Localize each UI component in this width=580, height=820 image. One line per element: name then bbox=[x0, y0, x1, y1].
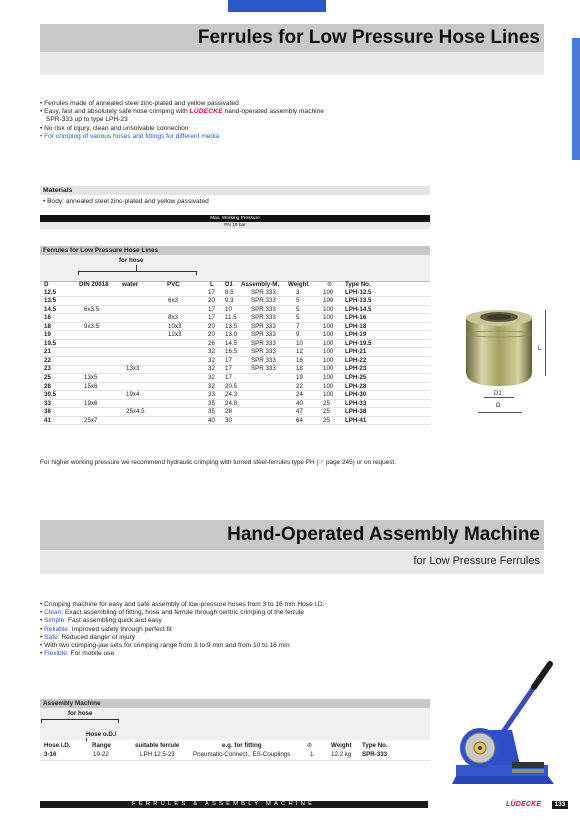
bullet-item: • Easy, fast and absolutely safe hose crimping with LÜDECKE hand-operated assembly machine bbox=[40, 108, 324, 116]
cell-l: 32 bbox=[208, 374, 215, 381]
for-hose-label: for hose bbox=[119, 257, 144, 264]
cell-pack: 100 bbox=[323, 348, 334, 356]
cell-type: LPH-25 bbox=[345, 374, 367, 381]
cell-din: 6x3.5 bbox=[84, 305, 100, 313]
cell-d1: 20.5 bbox=[225, 382, 238, 390]
cell-d1: 24.8 bbox=[225, 399, 238, 407]
col-din: DIN 20018 bbox=[79, 281, 109, 288]
section1-bullets bbox=[40, 100, 540, 141]
cell-d1: 9.3 bbox=[225, 297, 234, 305]
cell-d: 41 bbox=[44, 416, 51, 424]
ferrule-icon bbox=[462, 306, 552, 406]
cell-d1: 8.5 bbox=[225, 288, 234, 296]
cell-type: LPH-28 bbox=[345, 382, 367, 390]
bullet-item: • Reliable: Improved safety through perfect fit bbox=[40, 625, 172, 633]
cell-asm: SPR 333 bbox=[251, 288, 276, 296]
cell-pvc: 6x3 bbox=[168, 297, 178, 305]
cell-weight: 9 bbox=[296, 331, 300, 339]
cell-type: LPH-13.5 bbox=[345, 297, 372, 305]
table-row-divider bbox=[40, 296, 430, 297]
assembly-table-title: Assembly Machine bbox=[43, 700, 101, 707]
cell-pack: 100 bbox=[323, 356, 334, 364]
footer-text: FERRULES & ASSEMBLY MACHINE bbox=[132, 801, 316, 807]
hose-bracket-left bbox=[78, 271, 79, 275]
cell-pack: 25 bbox=[323, 416, 330, 424]
bullet-item: • Simple: Fast assembling quick and easy bbox=[40, 617, 162, 625]
hose-od-label: Hose o.D./ bbox=[86, 731, 117, 738]
page-number: 133 bbox=[554, 801, 566, 808]
cell-weight: 64 bbox=[296, 416, 303, 424]
cell-l: 32 bbox=[208, 382, 215, 390]
cell-weight: 3 bbox=[296, 288, 300, 296]
bullet-item: • Ferrules made of annealed steel zinc-plated and yellow passivated bbox=[40, 100, 239, 107]
col-pvc: PVC bbox=[167, 281, 180, 288]
assembly-bracket bbox=[41, 719, 118, 720]
page-number-box bbox=[552, 801, 568, 809]
cell-pack: 25 bbox=[323, 399, 330, 407]
cell-pack: 100 bbox=[323, 339, 334, 347]
table-note: For higher working pressure we recommend hydraulic crimping with turned steel-ferrules type PH (☞ page 245) or on request. bbox=[40, 459, 396, 466]
col-weight: Weight bbox=[288, 281, 309, 288]
cell-pack: 100 bbox=[323, 365, 334, 373]
cell-type: LPH-23 bbox=[345, 365, 367, 373]
bullet-item: SPR-333 up to type LPH-23 bbox=[46, 116, 128, 124]
cell-l: 20 bbox=[208, 297, 215, 305]
col-pack-2: ⊜ bbox=[307, 742, 313, 749]
cell-weight: 16 bbox=[296, 356, 303, 364]
bullet-item: • Flexible: For mobile use bbox=[40, 650, 115, 658]
ferrule-image bbox=[462, 306, 552, 406]
cell-asm: SPR 333 bbox=[251, 322, 276, 330]
table-row-divider bbox=[40, 407, 430, 408]
dim-d1-label: D1 bbox=[494, 391, 502, 397]
hose-bracket bbox=[78, 271, 196, 272]
ferrule-table-title: Ferrules for Low Pressure Hose Lines bbox=[43, 247, 159, 254]
cell-l: 40 bbox=[208, 416, 215, 424]
cell-water: 13x3 bbox=[126, 365, 140, 373]
col-weight-2: Weight bbox=[331, 742, 352, 749]
cell-asm: SPR 333 bbox=[251, 331, 276, 339]
cell-pvc: 10x3 bbox=[168, 322, 182, 330]
cell-pvc: 8x3 bbox=[168, 314, 178, 322]
cell-asm: SPR 333 bbox=[251, 348, 276, 356]
cell-weight: 19 bbox=[296, 374, 303, 381]
col-hose-id: Hose i.D. bbox=[44, 742, 71, 749]
cell-l: 32 bbox=[208, 365, 215, 373]
cell-d: 21 bbox=[44, 348, 51, 356]
assembly-hose-id: 3-16 bbox=[44, 751, 57, 758]
pressure-header bbox=[40, 215, 430, 222]
cell-d: 33 bbox=[44, 399, 51, 407]
cell-d: 30.5 bbox=[44, 391, 57, 399]
section2-subheader bbox=[40, 550, 544, 574]
cell-type: LPH-30 bbox=[345, 391, 367, 399]
cell-d: 25 bbox=[44, 374, 51, 381]
cell-l: 20 bbox=[208, 331, 215, 339]
cell-l: 20 bbox=[208, 322, 215, 330]
pressure-title: Max. Working Pressure bbox=[210, 216, 260, 221]
cell-d: 16 bbox=[44, 314, 51, 322]
cell-pack: 100 bbox=[323, 305, 334, 313]
cell-type: LPH-12.5 bbox=[345, 288, 372, 296]
cell-d1: 17 bbox=[225, 374, 232, 381]
cell-d1: 16.5 bbox=[225, 348, 238, 356]
cell-d: 38 bbox=[44, 408, 51, 416]
col-range: Range bbox=[92, 742, 111, 749]
cell-asm: SPR 333 bbox=[251, 297, 276, 305]
cell-pack: 100 bbox=[323, 382, 334, 390]
cell-d: 22 bbox=[44, 356, 51, 364]
cell-d1: 13.5 bbox=[225, 322, 238, 330]
table-row-divider bbox=[40, 356, 430, 357]
cell-pack: 100 bbox=[323, 331, 334, 339]
ferrule-table-subheader bbox=[40, 255, 430, 281]
cell-pack: 100 bbox=[323, 297, 334, 305]
cell-asm: SPR 333 bbox=[251, 356, 276, 364]
cell-type: LPH-18 bbox=[345, 322, 367, 330]
col-ferrule: suitable ferrule bbox=[135, 742, 180, 749]
pressure-value: PN 16 bar bbox=[224, 223, 246, 228]
materials-header bbox=[40, 186, 430, 195]
cell-type: LPH-22 bbox=[345, 356, 367, 364]
col-assembly: Assembly-M. bbox=[241, 281, 280, 288]
assembly-fitting: Pneumatic-Connect., ES-Couplings bbox=[193, 751, 291, 758]
section1-subheader bbox=[40, 52, 544, 75]
cell-weight: 24 bbox=[296, 391, 303, 399]
cell-d: 12.5 bbox=[44, 288, 57, 296]
col-water: water bbox=[122, 281, 139, 288]
cell-type: LPH-33 bbox=[345, 399, 367, 407]
pressure-value-row bbox=[40, 222, 430, 229]
cell-type: LPH-16 bbox=[345, 314, 367, 322]
cell-water: 19x4 bbox=[126, 391, 140, 399]
col-fitting: e.g. for fitting bbox=[222, 742, 262, 749]
brand-logo: LÜDECKE bbox=[189, 108, 223, 116]
section1-header bbox=[40, 24, 544, 52]
materials-title: Materials bbox=[43, 187, 73, 194]
cell-din: 19x6 bbox=[84, 399, 98, 407]
hose-bracket-center bbox=[136, 265, 137, 271]
assembly-type: SPR-333 bbox=[362, 751, 388, 758]
cell-l: 35 bbox=[208, 399, 215, 407]
assembly-ferrule: LPH 12.5-23 bbox=[140, 751, 175, 758]
cell-d1: 28 bbox=[225, 408, 232, 416]
table-row-divider bbox=[40, 416, 430, 417]
cell-l: 33 bbox=[208, 391, 215, 399]
bullet-item: • Safe: Reduced danger of injury bbox=[40, 633, 136, 641]
table-row-divider bbox=[40, 373, 430, 374]
cell-d: 23 bbox=[44, 365, 51, 373]
section1-title: Ferrules for Low Pressure Hose Lines bbox=[197, 27, 540, 48]
col-type: Type No. bbox=[345, 281, 371, 288]
assembly-weight: 12.2 kg bbox=[331, 751, 352, 758]
cell-din: 15x6 bbox=[84, 382, 98, 390]
cell-pack: 25 bbox=[323, 408, 330, 416]
bullet-item: • With two crimping-jaw sets for crimping range from 3 to 9 mm and from 10 to 16 mm bbox=[40, 642, 290, 650]
cell-asm: SPR 333 bbox=[251, 314, 276, 322]
section2-title: Hand-Operated Assembly Machine bbox=[227, 524, 540, 545]
cell-weight: 10 bbox=[296, 339, 303, 347]
cell-l: 32 bbox=[208, 348, 215, 356]
cell-d1: 17 bbox=[225, 356, 232, 364]
cell-l: 26 bbox=[208, 339, 215, 347]
footer-bar bbox=[40, 801, 428, 808]
cell-d1: 10 bbox=[225, 305, 232, 313]
cell-d1: 30 bbox=[225, 416, 232, 424]
cell-weight: 18 bbox=[296, 365, 303, 373]
cell-type: LPH-21 bbox=[345, 348, 367, 356]
dim-d-line bbox=[478, 412, 522, 413]
bullet-item: • Crimping machine for easy and safe assembly of low-pressure hoses from 3 to 16 mm Hose i.D. bbox=[40, 601, 325, 608]
cell-weight: 47 bbox=[296, 408, 303, 416]
cell-pack: 100 bbox=[323, 391, 334, 399]
table-row-divider bbox=[40, 424, 430, 425]
cell-weight: 5 bbox=[296, 314, 300, 322]
dim-l-label: L bbox=[538, 346, 542, 352]
cell-l: 35 bbox=[208, 408, 215, 416]
materials-text: • Body: annealed steel zinc-plated and yellow passivated bbox=[43, 198, 209, 205]
cell-d1: 24.3 bbox=[225, 391, 238, 399]
dim-l-line bbox=[545, 310, 546, 376]
cell-din: 25x7 bbox=[84, 416, 98, 424]
cell-type: LPH-19.5 bbox=[345, 339, 372, 347]
cell-din: 13x5 bbox=[84, 374, 98, 381]
crimping-machine-icon bbox=[450, 650, 556, 790]
cell-pack: 100 bbox=[323, 288, 334, 296]
cell-asm: SPR 333 bbox=[251, 339, 276, 347]
cell-type: LPH-14.5 bbox=[345, 305, 372, 313]
cell-pack: 100 bbox=[323, 314, 334, 322]
cell-asm: SPR 333 bbox=[251, 365, 276, 373]
ferrule-table-header bbox=[40, 246, 430, 255]
cell-type: LPH-41 bbox=[345, 416, 367, 424]
side-tab bbox=[572, 38, 580, 160]
for-hose-label-2: for hose bbox=[68, 710, 93, 717]
cell-d: 18 bbox=[44, 322, 51, 330]
col-d1: D1 bbox=[225, 281, 233, 288]
cell-l: 17 bbox=[208, 314, 215, 322]
col-type-2: Type No. bbox=[362, 742, 388, 749]
cell-d: 13.5 bbox=[44, 297, 57, 305]
assembly-bracket-right bbox=[118, 719, 119, 723]
bullet-item: • Clean: Exact assembling of fitting, hose and ferrule through centric crimping of the ferrule bbox=[40, 609, 304, 617]
top-color-bar bbox=[228, 0, 326, 12]
cell-d1: 17 bbox=[225, 365, 232, 373]
machine-image bbox=[450, 650, 556, 790]
cell-din: 9x3.5 bbox=[84, 322, 100, 330]
col-l: L bbox=[210, 281, 214, 288]
dim-d-label: D bbox=[496, 403, 501, 409]
cell-weight: 22 bbox=[296, 382, 303, 390]
cell-pvc: 12x3 bbox=[168, 331, 182, 339]
col-pack: ⊜ bbox=[327, 281, 333, 288]
cell-d1: 13.9 bbox=[225, 331, 238, 339]
hose-bracket-right bbox=[196, 271, 197, 275]
cell-d: 19.5 bbox=[44, 339, 57, 347]
cell-pack: 100 bbox=[323, 322, 334, 330]
footer-brand: LÜDECKE bbox=[506, 801, 542, 808]
assembly-row-sep bbox=[40, 760, 430, 761]
assembly-bracket-left bbox=[41, 719, 42, 723]
assembly-pack: 1 bbox=[310, 751, 314, 758]
assembly-range: 10-22 bbox=[93, 751, 109, 758]
cell-l: 17 bbox=[208, 288, 215, 296]
cell-d1: 11.5 bbox=[225, 314, 237, 322]
cell-weight: 40 bbox=[296, 399, 303, 407]
bullet-item: • No risk of injury, clean and unsolvable connection bbox=[40, 124, 189, 132]
cell-weight: 5 bbox=[296, 305, 300, 313]
cell-weight: 5 bbox=[296, 297, 300, 305]
cell-pack: 100 bbox=[323, 374, 334, 381]
cell-d1: 14.5 bbox=[225, 339, 238, 347]
table-row-divider bbox=[40, 365, 430, 366]
section2-header bbox=[40, 520, 544, 550]
cell-d: 28 bbox=[44, 382, 51, 390]
cell-weight: 7 bbox=[296, 322, 300, 330]
cell-type: LPH-19 bbox=[345, 331, 367, 339]
assembly-table-header bbox=[40, 699, 430, 708]
section2-subtitle: for Low Pressure Ferrules bbox=[413, 555, 540, 567]
col-d: D bbox=[44, 281, 49, 288]
bullet-item: • For crimping of various hoses and fittings for different media bbox=[40, 132, 220, 140]
cell-weight: 12 bbox=[296, 348, 303, 356]
cell-asm: SPR 333 bbox=[251, 305, 276, 313]
cell-d: 14.5 bbox=[44, 305, 57, 313]
cell-l: 32 bbox=[208, 356, 215, 364]
hose-od-tick bbox=[86, 738, 87, 741]
cell-water: 25x4.5 bbox=[126, 408, 145, 416]
cell-l: 17 bbox=[208, 305, 215, 313]
cell-d: 19 bbox=[44, 331, 51, 339]
cell-type: LPH-38 bbox=[345, 408, 367, 416]
